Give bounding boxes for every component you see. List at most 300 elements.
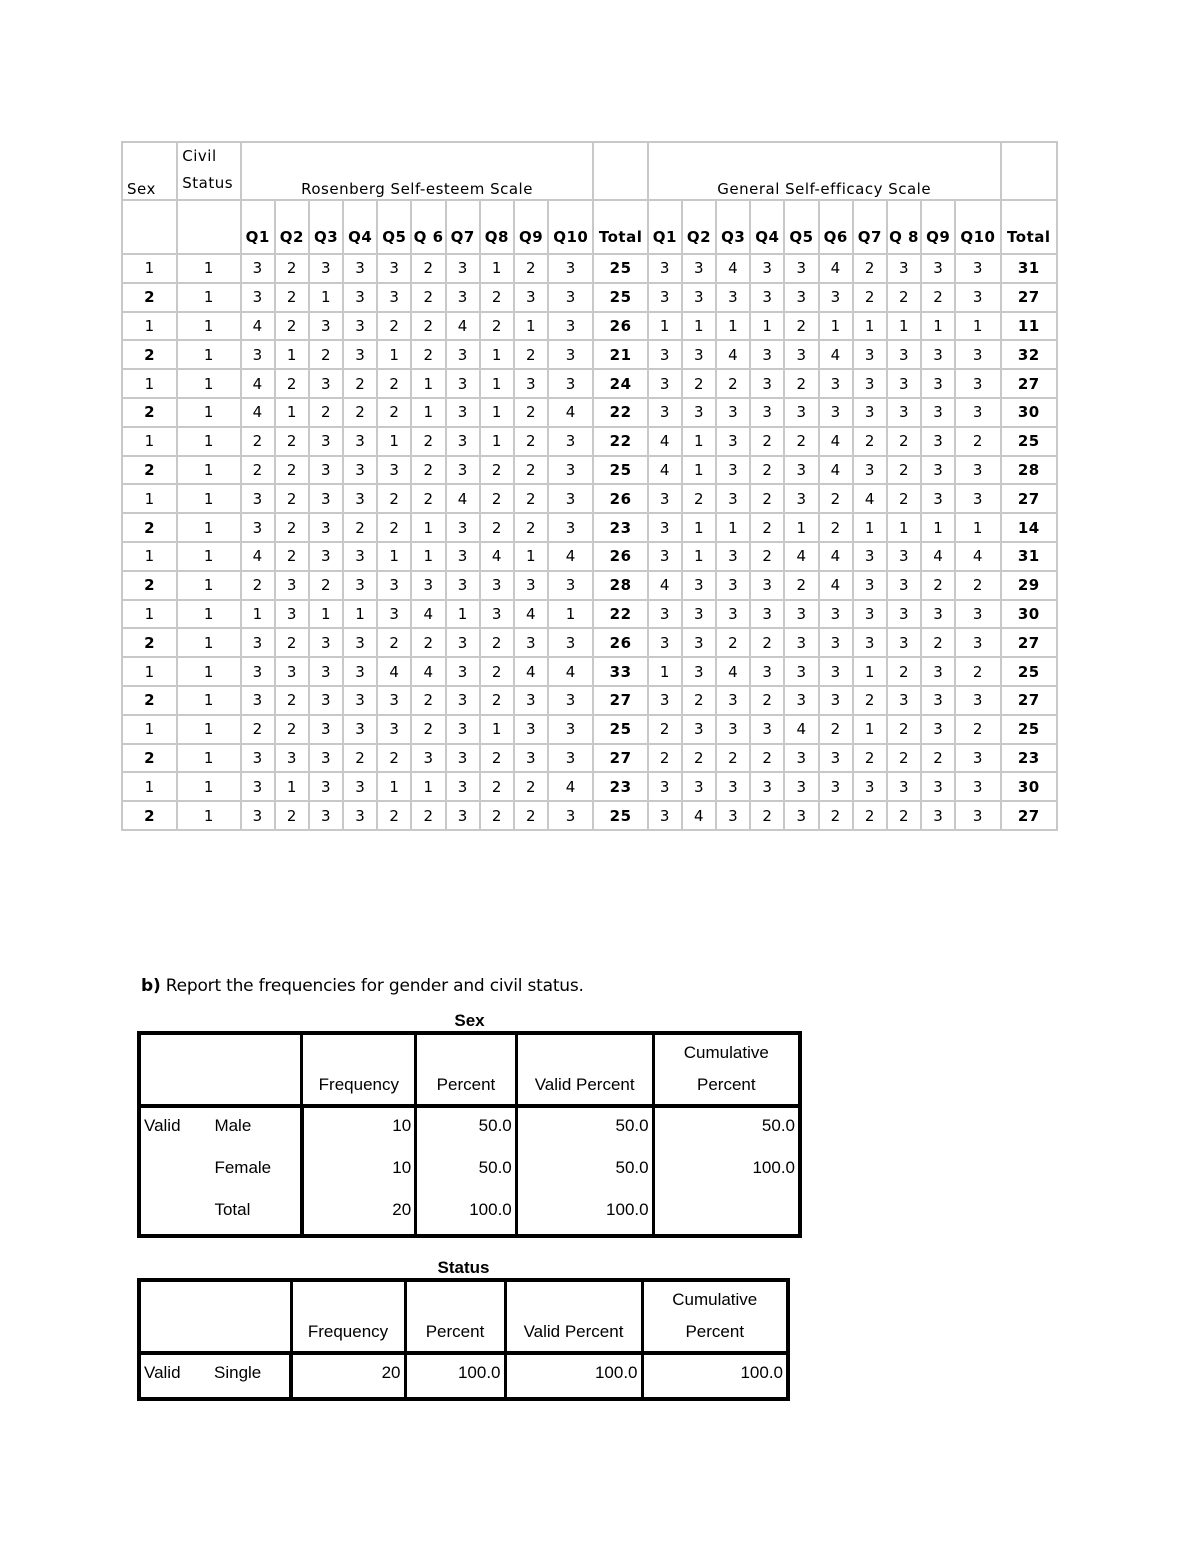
gse-item-cell: 3 bbox=[819, 686, 853, 715]
rse-item-cell: 2 bbox=[309, 398, 343, 427]
gse-total-cell: 23 bbox=[1001, 744, 1057, 773]
rse-item-cell: 4 bbox=[548, 398, 593, 427]
gse-item-cell: 3 bbox=[648, 686, 682, 715]
rse-item-cell: 3 bbox=[480, 600, 514, 629]
rse-item-cell: 2 bbox=[411, 628, 445, 657]
gse-item-cell: 1 bbox=[955, 513, 1000, 542]
rse-item-cell: 4 bbox=[411, 657, 445, 686]
civil-status-cell: 1 bbox=[177, 312, 240, 341]
gse-item-cell: 3 bbox=[921, 427, 955, 456]
gse-item-cell: 1 bbox=[716, 312, 750, 341]
percent-cell: 50.0 bbox=[416, 1106, 517, 1150]
rse-item-cell: 3 bbox=[275, 571, 309, 600]
row-label: Total bbox=[214, 1200, 251, 1219]
row-label: Female bbox=[214, 1158, 272, 1177]
rse-item-cell: 3 bbox=[343, 427, 377, 456]
civil-status-cell: 1 bbox=[177, 686, 240, 715]
gse-item-cell: 3 bbox=[853, 542, 887, 571]
rse-item-cell: 2 bbox=[275, 283, 309, 312]
sex-cell: 2 bbox=[122, 686, 177, 715]
table-row bbox=[139, 1353, 788, 1399]
rse-item-cell: 3 bbox=[548, 369, 593, 398]
gse-item-cell: 3 bbox=[716, 283, 750, 312]
rse-item-cell: 3 bbox=[343, 772, 377, 801]
gse-item-cell: 3 bbox=[955, 628, 1000, 657]
rse-item-cell: 3 bbox=[446, 398, 480, 427]
rse-total-cell: 25 bbox=[593, 254, 647, 283]
sex-cell: 2 bbox=[122, 340, 177, 369]
rse-item-cell: 2 bbox=[377, 484, 411, 513]
gse-item-cell: 3 bbox=[716, 686, 750, 715]
gse-item-cell: 3 bbox=[784, 254, 818, 283]
rse-item-cell: 3 bbox=[309, 427, 343, 456]
gse-total-cell: 31 bbox=[1001, 254, 1057, 283]
rse-item-cell: 2 bbox=[411, 456, 445, 485]
sex-cell: 1 bbox=[122, 484, 177, 513]
rse-item-cell: 3 bbox=[446, 283, 480, 312]
gse-item-header: Q 8 bbox=[887, 200, 921, 254]
gse-item-cell: 4 bbox=[955, 542, 1000, 571]
rse-item-cell: 2 bbox=[480, 686, 514, 715]
rse-item-cell: 3 bbox=[514, 628, 548, 657]
rse-item-cell: 2 bbox=[480, 283, 514, 312]
status-cumulative-percent-header: Cumulative Percent bbox=[642, 1280, 788, 1353]
gse-item-cell: 3 bbox=[955, 686, 1000, 715]
rse-item-cell: 1 bbox=[480, 427, 514, 456]
gse-item-cell: 2 bbox=[716, 744, 750, 773]
rse-item-cell: 2 bbox=[411, 801, 445, 830]
gse-item-cell: 3 bbox=[716, 542, 750, 571]
rse-item-cell: 3 bbox=[309, 312, 343, 341]
rse-item-cell: 1 bbox=[377, 427, 411, 456]
rse-item-cell: 3 bbox=[377, 254, 411, 283]
gse-item-cell: 3 bbox=[955, 398, 1000, 427]
civil-status-cell: 1 bbox=[177, 600, 240, 629]
group-header-row bbox=[122, 142, 1057, 200]
rse-item-header: Q10 bbox=[548, 200, 593, 254]
rse-item-cell: 2 bbox=[309, 340, 343, 369]
table-row bbox=[122, 686, 1057, 715]
frequency-cell: 10 bbox=[302, 1106, 416, 1150]
gse-item-cell: 1 bbox=[921, 513, 955, 542]
gse-item-cell: 3 bbox=[887, 772, 921, 801]
rse-item-cell: 3 bbox=[548, 715, 593, 744]
cumulative-percent-cell bbox=[653, 1192, 800, 1236]
rse-item-cell: 2 bbox=[377, 369, 411, 398]
rse-item-cell: 1 bbox=[480, 340, 514, 369]
rse-item-cell: 1 bbox=[411, 369, 445, 398]
gse-item-cell: 3 bbox=[750, 369, 784, 398]
rse-item-cell: 3 bbox=[241, 513, 275, 542]
table-row bbox=[122, 715, 1057, 744]
rse-item-cell: 3 bbox=[548, 427, 593, 456]
rse-item-cell: 3 bbox=[446, 456, 480, 485]
rse-item-cell: 3 bbox=[309, 628, 343, 657]
table-row bbox=[122, 571, 1057, 600]
rse-item-header: Q9 bbox=[514, 200, 548, 254]
rse-total-cell: 22 bbox=[593, 427, 647, 456]
rse-item-cell: 3 bbox=[548, 686, 593, 715]
gse-item-cell: 2 bbox=[784, 369, 818, 398]
gse-item-cell: 3 bbox=[784, 283, 818, 312]
rse-total-cell: 24 bbox=[593, 369, 647, 398]
gse-item-cell: 2 bbox=[955, 715, 1000, 744]
sex-frequency-table bbox=[137, 1031, 802, 1238]
gse-item-cell: 3 bbox=[682, 715, 716, 744]
rse-item-cell: 2 bbox=[241, 715, 275, 744]
rse-item-cell: 2 bbox=[480, 484, 514, 513]
rse-item-cell: 3 bbox=[548, 628, 593, 657]
gse-item-cell: 3 bbox=[853, 369, 887, 398]
gse-item-cell: 3 bbox=[716, 484, 750, 513]
rse-item-cell: 1 bbox=[480, 398, 514, 427]
rse-item-cell: 1 bbox=[480, 369, 514, 398]
rse-item-cell: 4 bbox=[514, 600, 548, 629]
rse-item-cell: 1 bbox=[275, 340, 309, 369]
part-b-label: b) bbox=[141, 976, 161, 996]
gse-item-cell: 3 bbox=[921, 254, 955, 283]
rse-item-cell: 4 bbox=[446, 312, 480, 341]
gse-total-cell: 30 bbox=[1001, 398, 1057, 427]
rse-item-cell: 3 bbox=[548, 456, 593, 485]
gse-item-cell: 2 bbox=[921, 283, 955, 312]
gse-item-cell: 3 bbox=[784, 484, 818, 513]
table-row bbox=[122, 744, 1057, 773]
gse-item-header: Q6 bbox=[819, 200, 853, 254]
status-percent-header: Percent bbox=[405, 1280, 505, 1353]
table-row bbox=[122, 484, 1057, 513]
gse-item-cell: 1 bbox=[887, 312, 921, 341]
sex-cell: 1 bbox=[122, 542, 177, 571]
rse-item-cell: 3 bbox=[309, 801, 343, 830]
survey-data-table bbox=[121, 141, 1058, 831]
gse-item-cell: 3 bbox=[887, 571, 921, 600]
rse-item-cell: 4 bbox=[514, 657, 548, 686]
rse-item-cell: 3 bbox=[241, 686, 275, 715]
rse-item-cell: 3 bbox=[514, 283, 548, 312]
civil-status-cell: 1 bbox=[177, 571, 240, 600]
gse-item-cell: 1 bbox=[819, 312, 853, 341]
gse-item-cell: 2 bbox=[887, 801, 921, 830]
rse-total-cell: 25 bbox=[593, 715, 647, 744]
rse-item-cell: 4 bbox=[241, 312, 275, 341]
rse-item-header: Q7 bbox=[446, 200, 480, 254]
gse-item-header: Q5 bbox=[784, 200, 818, 254]
civil-status-cell: 1 bbox=[177, 283, 240, 312]
sex-cell: 2 bbox=[122, 398, 177, 427]
gse-item-cell: 3 bbox=[784, 456, 818, 485]
percent-cell: 50.0 bbox=[416, 1150, 517, 1192]
rse-item-cell: 3 bbox=[309, 715, 343, 744]
rse-item-cell: 3 bbox=[309, 772, 343, 801]
rse-item-cell: 3 bbox=[309, 744, 343, 773]
rse-total-cell: 25 bbox=[593, 456, 647, 485]
gse-item-cell: 1 bbox=[853, 513, 887, 542]
rse-total-spacer bbox=[593, 142, 647, 200]
rse-item-cell: 2 bbox=[377, 744, 411, 773]
gse-item-cell: 4 bbox=[819, 427, 853, 456]
sex-cell: 2 bbox=[122, 283, 177, 312]
percent-cell: 100.0 bbox=[405, 1353, 505, 1399]
gse-item-cell: 3 bbox=[750, 398, 784, 427]
gse-item-cell: 1 bbox=[648, 657, 682, 686]
table-row bbox=[122, 657, 1057, 686]
rse-item-cell: 1 bbox=[275, 398, 309, 427]
gse-item-cell: 3 bbox=[648, 628, 682, 657]
gse-item-cell: 3 bbox=[921, 456, 955, 485]
gse-item-cell: 2 bbox=[853, 801, 887, 830]
gse-item-cell: 3 bbox=[955, 772, 1000, 801]
gse-total-cell: 27 bbox=[1001, 801, 1057, 830]
rse-total-cell: 27 bbox=[593, 686, 647, 715]
rse-item-cell: 3 bbox=[309, 657, 343, 686]
frequency-cell: 10 bbox=[302, 1150, 416, 1192]
rse-item-cell: 4 bbox=[548, 657, 593, 686]
rse-item-cell: 1 bbox=[411, 542, 445, 571]
sex-table-header-row bbox=[139, 1033, 800, 1106]
rse-total-cell: 21 bbox=[593, 340, 647, 369]
sex-cell: 1 bbox=[122, 369, 177, 398]
rse-item-cell: 3 bbox=[343, 312, 377, 341]
group-label: Valid bbox=[144, 1116, 181, 1135]
rse-item-cell: 2 bbox=[514, 772, 548, 801]
rse-item-cell: 1 bbox=[309, 600, 343, 629]
rse-item-cell: 3 bbox=[377, 571, 411, 600]
rse-item-cell: 3 bbox=[343, 801, 377, 830]
rse-item-cell: 4 bbox=[480, 542, 514, 571]
gse-item-cell: 3 bbox=[648, 340, 682, 369]
gse-item-cell: 2 bbox=[750, 744, 784, 773]
gse-item-header: Q2 bbox=[682, 200, 716, 254]
gse-item-cell: 4 bbox=[921, 542, 955, 571]
rse-item-cell: 2 bbox=[514, 484, 548, 513]
status-table-header-row bbox=[139, 1280, 788, 1353]
rse-item-cell: 2 bbox=[275, 456, 309, 485]
sex-header-blank bbox=[139, 1033, 302, 1106]
rse-item-cell: 2 bbox=[343, 513, 377, 542]
rse-item-cell: 4 bbox=[411, 600, 445, 629]
gse-item-cell: 3 bbox=[750, 772, 784, 801]
rse-item-cell: 3 bbox=[446, 801, 480, 830]
gse-item-cell: 3 bbox=[887, 340, 921, 369]
part-b-text: Report the frequencies for gender and civil status. bbox=[165, 976, 584, 996]
gse-item-cell: 4 bbox=[819, 542, 853, 571]
rse-total-cell: 27 bbox=[593, 744, 647, 773]
valid-percent-cell: 100.0 bbox=[516, 1192, 653, 1236]
rse-item-cell: 3 bbox=[548, 744, 593, 773]
gse-item-cell: 3 bbox=[716, 600, 750, 629]
rse-item-cell: 2 bbox=[480, 513, 514, 542]
gse-item-cell: 2 bbox=[887, 456, 921, 485]
rse-item-cell: 3 bbox=[309, 456, 343, 485]
table-row bbox=[122, 456, 1057, 485]
gse-item-cell: 3 bbox=[716, 571, 750, 600]
gse-item-cell: 1 bbox=[682, 513, 716, 542]
gse-item-cell: 4 bbox=[716, 657, 750, 686]
rse-item-cell: 2 bbox=[514, 427, 548, 456]
gse-item-cell: 3 bbox=[853, 772, 887, 801]
rse-item-cell: 2 bbox=[411, 283, 445, 312]
gse-item-cell: 2 bbox=[682, 484, 716, 513]
rse-item-cell: 3 bbox=[343, 484, 377, 513]
rse-item-cell: 2 bbox=[377, 398, 411, 427]
gse-total-cell: 27 bbox=[1001, 369, 1057, 398]
rse-item-header: Q5 bbox=[377, 200, 411, 254]
gse-total-cell: 14 bbox=[1001, 513, 1057, 542]
gse-total-cell: 29 bbox=[1001, 571, 1057, 600]
gse-item-cell: 2 bbox=[887, 484, 921, 513]
gse-item-cell: 1 bbox=[682, 542, 716, 571]
gse-total-cell: 11 bbox=[1001, 312, 1057, 341]
rse-item-cell: 4 bbox=[548, 772, 593, 801]
gse-item-cell: 3 bbox=[819, 628, 853, 657]
gse-item-cell: 3 bbox=[921, 600, 955, 629]
gse-item-cell: 3 bbox=[682, 600, 716, 629]
gse-item-cell: 2 bbox=[784, 427, 818, 456]
valid-percent-cell: 100.0 bbox=[505, 1353, 642, 1399]
gse-item-cell: 3 bbox=[955, 254, 1000, 283]
rse-item-header: Q8 bbox=[480, 200, 514, 254]
sex-cell: 1 bbox=[122, 312, 177, 341]
rse-item-cell: 2 bbox=[480, 628, 514, 657]
gse-item-cell: 2 bbox=[819, 801, 853, 830]
gse-item-cell: 2 bbox=[716, 369, 750, 398]
gse-item-cell: 3 bbox=[648, 772, 682, 801]
rse-item-cell: 4 bbox=[377, 657, 411, 686]
table-row bbox=[122, 542, 1057, 571]
gse-item-cell: 3 bbox=[853, 340, 887, 369]
rse-item-cell: 3 bbox=[377, 283, 411, 312]
rse-item-cell: 4 bbox=[446, 484, 480, 513]
general-self-efficacy-header: General Self-efficacy Scale bbox=[648, 142, 1001, 200]
gse-item-cell: 1 bbox=[682, 456, 716, 485]
gse-item-cell: 3 bbox=[853, 628, 887, 657]
rse-item-cell: 3 bbox=[411, 571, 445, 600]
gse-item-cell: 3 bbox=[750, 571, 784, 600]
gse-item-cell: 2 bbox=[887, 744, 921, 773]
rse-item-cell: 3 bbox=[343, 542, 377, 571]
gse-total-cell: 27 bbox=[1001, 283, 1057, 312]
rse-item-cell: 3 bbox=[446, 628, 480, 657]
sex-cell: 1 bbox=[122, 254, 177, 283]
gse-item-cell: 1 bbox=[853, 312, 887, 341]
table-row bbox=[122, 600, 1057, 629]
gse-item-cell: 3 bbox=[887, 628, 921, 657]
item-header-row bbox=[122, 200, 1057, 254]
rse-item-cell: 3 bbox=[514, 369, 548, 398]
gse-item-cell: 1 bbox=[887, 513, 921, 542]
rse-item-cell: 3 bbox=[548, 254, 593, 283]
sex-cell: 1 bbox=[122, 715, 177, 744]
gse-item-cell: 3 bbox=[648, 254, 682, 283]
rse-total-cell: 28 bbox=[593, 571, 647, 600]
table-row bbox=[122, 254, 1057, 283]
rse-item-cell: 3 bbox=[241, 254, 275, 283]
gse-item-cell: 2 bbox=[750, 542, 784, 571]
rse-item-cell: 2 bbox=[275, 484, 309, 513]
gse-item-cell: 2 bbox=[887, 283, 921, 312]
gse-item-cell: 3 bbox=[853, 456, 887, 485]
gse-item-cell: 3 bbox=[682, 283, 716, 312]
status-header-blank bbox=[139, 1280, 291, 1353]
rse-item-cell: 2 bbox=[480, 772, 514, 801]
rse-item-cell: 3 bbox=[446, 513, 480, 542]
sex-header: Sex bbox=[122, 142, 177, 200]
table-row bbox=[122, 772, 1057, 801]
rse-item-cell: 3 bbox=[548, 571, 593, 600]
sex-cell: 1 bbox=[122, 427, 177, 456]
gse-item-cell: 3 bbox=[887, 398, 921, 427]
gse-item-cell: 3 bbox=[648, 369, 682, 398]
table-row bbox=[122, 340, 1057, 369]
table-row bbox=[122, 398, 1057, 427]
gse-item-cell: 3 bbox=[819, 772, 853, 801]
gse-item-cell: 2 bbox=[955, 427, 1000, 456]
gse-total-cell: 27 bbox=[1001, 686, 1057, 715]
rse-item-cell: 2 bbox=[377, 513, 411, 542]
gse-item-cell: 2 bbox=[853, 427, 887, 456]
gse-item-cell: 3 bbox=[955, 340, 1000, 369]
gse-item-cell: 1 bbox=[955, 312, 1000, 341]
rse-item-cell: 2 bbox=[480, 312, 514, 341]
status-frequency-table bbox=[137, 1278, 790, 1401]
gse-total-cell: 31 bbox=[1001, 542, 1057, 571]
gse-item-cell: 2 bbox=[750, 484, 784, 513]
gse-item-cell: 3 bbox=[853, 398, 887, 427]
gse-item-cell: 3 bbox=[784, 628, 818, 657]
table-row bbox=[122, 312, 1057, 341]
rse-item-cell: 3 bbox=[343, 571, 377, 600]
table-row bbox=[122, 801, 1057, 830]
rse-item-cell: 2 bbox=[275, 254, 309, 283]
rse-item-cell: 3 bbox=[377, 715, 411, 744]
gse-total-cell: 27 bbox=[1001, 484, 1057, 513]
frequency-cell: 20 bbox=[291, 1353, 405, 1399]
gse-item-cell: 3 bbox=[784, 744, 818, 773]
civil-status-header: Civil Status bbox=[177, 142, 240, 200]
gse-item-cell: 2 bbox=[819, 513, 853, 542]
cumulative-percent-cell: 100.0 bbox=[642, 1353, 788, 1399]
gse-item-cell: 3 bbox=[648, 283, 682, 312]
group-label bbox=[139, 1192, 211, 1236]
rse-item-cell: 3 bbox=[480, 571, 514, 600]
gse-item-cell: 3 bbox=[716, 398, 750, 427]
rse-item-cell: 3 bbox=[343, 628, 377, 657]
gse-item-cell: 3 bbox=[682, 340, 716, 369]
gse-item-cell: 3 bbox=[819, 744, 853, 773]
rse-item-cell: 3 bbox=[241, 484, 275, 513]
rse-item-cell: 2 bbox=[241, 571, 275, 600]
sex-valid-percent-header: Valid Percent bbox=[516, 1033, 653, 1106]
group-label bbox=[139, 1150, 211, 1192]
gse-item-cell: 2 bbox=[784, 312, 818, 341]
rse-item-cell: 3 bbox=[309, 686, 343, 715]
gse-item-cell: 2 bbox=[853, 254, 887, 283]
rse-item-cell: 4 bbox=[241, 398, 275, 427]
valid-percent-cell: 50.0 bbox=[516, 1106, 653, 1150]
valid-percent-cell: 50.0 bbox=[516, 1150, 653, 1192]
civil-status-cell: 1 bbox=[177, 484, 240, 513]
rse-item-cell: 3 bbox=[514, 686, 548, 715]
gse-item-cell: 3 bbox=[853, 571, 887, 600]
rse-item-cell: 3 bbox=[548, 283, 593, 312]
rse-item-cell: 2 bbox=[275, 628, 309, 657]
rse-item-cell: 3 bbox=[343, 657, 377, 686]
gse-item-cell: 2 bbox=[648, 744, 682, 773]
gse-item-cell: 3 bbox=[784, 340, 818, 369]
gse-item-cell: 3 bbox=[716, 427, 750, 456]
gse-item-cell: 2 bbox=[819, 484, 853, 513]
